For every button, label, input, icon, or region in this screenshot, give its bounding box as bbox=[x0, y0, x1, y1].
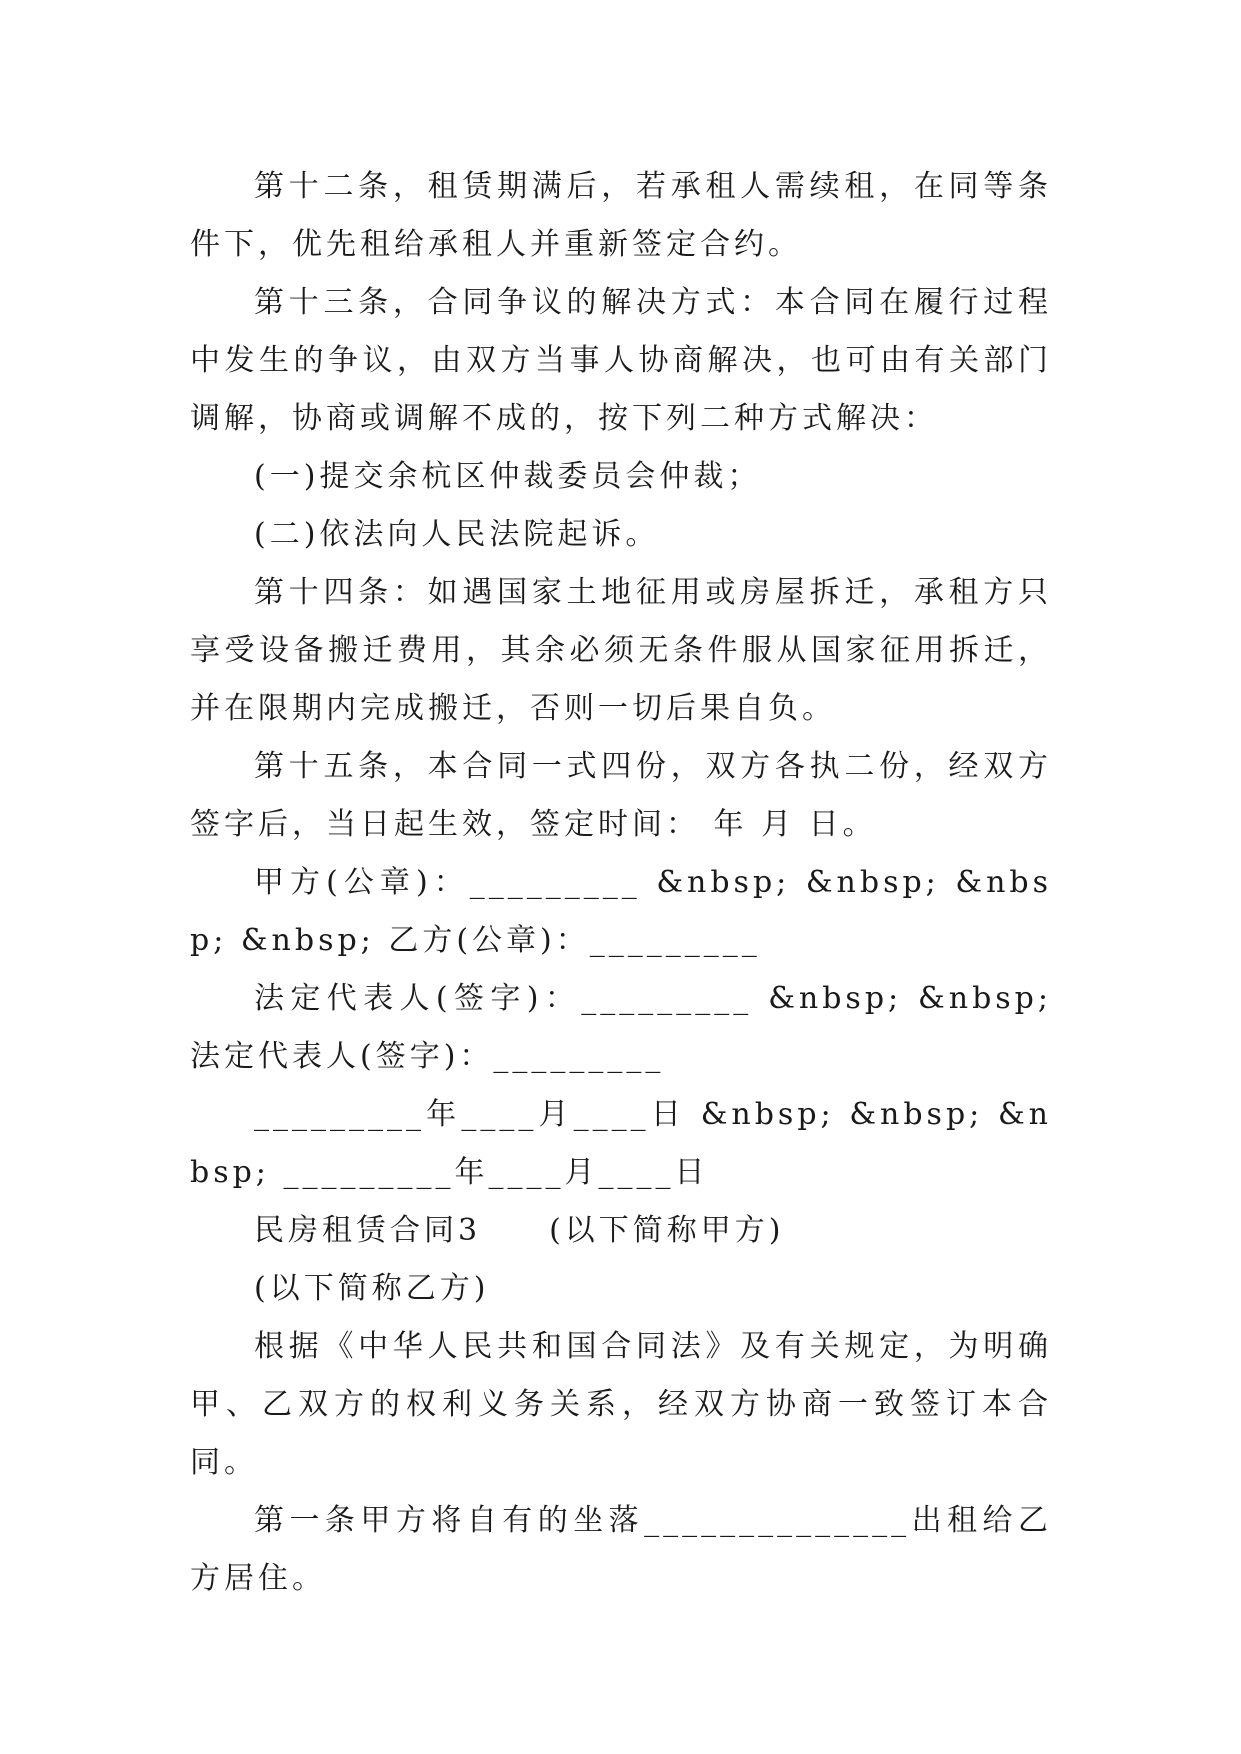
article-12: 第十二条，租赁期满后，若承租人需续租，在同等条件下，优先租给承租人并重新签定合约。 bbox=[190, 169, 1052, 262]
contract-preamble: 根据《中华人民共和国合同法》及有关规定，为明确甲、乙双方的权利义务关系，经双方协商一致签订本合同。 bbox=[190, 1329, 1052, 1480]
dispute-option-1: (一)提交余杭区仲裁委员会仲裁； bbox=[254, 459, 762, 494]
article-15: 第十五条，本合同一式四份，双方各执二份，经双方签字后，当日起生效，签定时间： 年 月 日。 bbox=[190, 749, 1052, 842]
party-seal-line: 甲方(公章)：_________ &nbsp; &nbsp; &nbsp; &nbsp; 乙方(公章)：_________ bbox=[190, 865, 1052, 958]
article-1: 第一条甲方将自有的坐落______________出租给乙方居住。 bbox=[190, 1503, 1052, 1596]
legal-representative-line: 法定代表人(签字)：_________ &nbsp; &nbsp; 法定代表人(签字)：_________ bbox=[190, 981, 1052, 1074]
signing-date-line: _________年____月____日 &nbsp; &nbsp; &nbsp; _________年____月____日 bbox=[190, 1097, 1052, 1190]
document-body bbox=[190, 158, 1052, 1608]
contract-3-title: 民房租赁合同3 (以下简称甲方) bbox=[254, 1213, 785, 1248]
article-13: 第十三条，合同争议的解决方式：本合同在履行过程中发生的争议，由双方当事人协商解决，也可由有关部门调解，协商或调解不成的，按下列二种方式解决： bbox=[190, 285, 1052, 436]
dispute-option-2: (二)依法向人民法院起诉。 bbox=[254, 517, 660, 552]
article-14: 第十四条：如遇国家土地征用或房屋拆迁，承租方只享受设备搬迁费用，其余必须无条件服从国家征用拆迁，并在限期内完成搬迁，否则一切后果自负。 bbox=[190, 575, 1052, 726]
party-b-label: (以下简称乙方) bbox=[254, 1271, 490, 1306]
